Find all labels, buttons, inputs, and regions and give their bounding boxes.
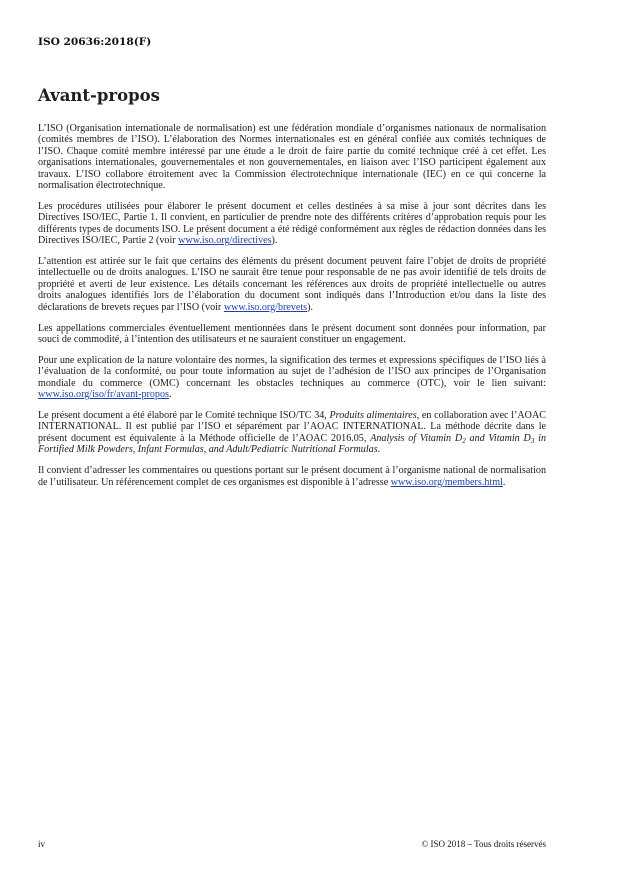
paragraph-end: .	[502, 476, 506, 488]
method-title: Analysis of Vitamin $D_2$ and Vitamin $D_3$ in Fortified Milk Powders, Infant Formulas, and Adult/Pediatric Nutritional Formulas	[38, 432, 546, 456]
subscript: 2	[462, 436, 466, 445]
paragraph-comments	[38, 465, 546, 488]
paragraph-text: , en collaboration avec l’AOAC INTERNATIONAL. Il est publié par l’ISO et séparément par l’AOAC INTERNATIONAL. La méthode décrite dans le présent document est équivalente à la Méthode officielle de l’AOAC 2016.05,	[38, 410, 546, 444]
paragraph-text: Il convient d’adresser les commentaires ou questions portant sur le présent document à l’organisme national de normalisation de l’utilisateur. Un référencement complet de ces organismes est disponible à l’adresse	[38, 465, 546, 488]
paragraph-text: Le présent document a été élaboré par le Comité technique ISO/TC 34,	[38, 410, 330, 422]
copyright-notice: © ISO 2018 – Tous droits réservés	[421, 839, 546, 849]
paragraph-trade-names: Les appellations commerciales éventuellement mentionnées dans le présent document sont données pour information, par souci de commodité, à l’intention des utilisateurs et ne sauraient constituer un engagement.	[38, 322, 546, 345]
paragraph-text: L’attention est attirée sur le fait que certains des éléments du présent document peuvent faire l’objet de droits de propriété intellectuelle ou de droits analogues. L’ISO ne saurait être tenue pour responsable de ne pas avoir identifié de tels droits de propriété et averti de leur existence. Les détails concernant les références aux droits de propriété intellectuelle ou autres droits analogues identifiés lors de l’élaboration du document sont indiqués dans l’Introduction et/ou dans la liste des déclarations de brevets reçues par l’ISO (voir	[38, 256, 546, 313]
paragraph-voluntary-nature	[38, 355, 546, 401]
paragraph-procedures	[38, 201, 546, 247]
document-id: ISO 20636:2018(F)	[38, 36, 152, 48]
paragraph-end: .	[168, 389, 172, 401]
paragraph-text: Les procédures utilisées pour élaborer le présent document et celles destinées à sa mise à jour sont décrites dans les Directives ISO/IEC, Partie 1. Il convient, en particulier de prendre note des différents critères d’approbation requis pour les différents types de documents ISO. Le présent document a été rédigé conformément aux règles de rédaction données dans les Directives ISO/IEC, Partie 2 (voir	[38, 200, 546, 247]
members-link[interactable]: www.iso.org/members.html	[390, 476, 503, 488]
page-title: Avant-propos	[38, 86, 160, 105]
foreword-body	[38, 123, 546, 497]
paragraph-end: ).	[271, 235, 278, 247]
paragraph-end: ).	[307, 301, 313, 313]
committee-title: Produits alimentaires	[329, 410, 417, 422]
paragraph-end: .	[377, 444, 381, 456]
directives-link[interactable]: www.iso.org/directives	[178, 235, 272, 247]
paragraph-committee	[38, 410, 546, 456]
foreword-link[interactable]: www.iso.org/iso/fr/avant-propos	[38, 389, 169, 401]
patents-link[interactable]: www.iso.org/brevets	[223, 301, 308, 313]
page-number: iv	[38, 839, 46, 849]
paragraph-iso-intro: L’ISO (Organisation internationale de normalisation) est une fédération mondiale d’organismes nationaux de normalisation (comités membres de l’ISO). L’élaboration des Normes internationales est en général confiée aux comités techniques de l’ISO. Chaque comité membre intéressé par une étude a le droit de faire partie du comité technique créé à cet effet. Les organisations internationales, gouvernementales et non gouvernementales, en liaison avec l’ISO participent également aux travaux. L’ISO collabore étroitement avec la Commission électrotechnique internationale (IEC) en ce qui concerne la normalisation électrotechnique.	[38, 123, 546, 192]
paragraph-patents	[38, 256, 546, 313]
paragraph-text: Pour une explication de la nature volontaire des normes, la signification des termes et expressions spécifiques de l’ISO liés à l’évaluation de la conformité, ou pour toute information au sujet de l’adhésion de l’ISO aux principes de l’Organisation mondiale du commerce (OMC) concernant les obstacles techniques au commerce (OTC), voir le lien suivant:	[38, 354, 546, 389]
subscript: 3	[530, 436, 535, 445]
